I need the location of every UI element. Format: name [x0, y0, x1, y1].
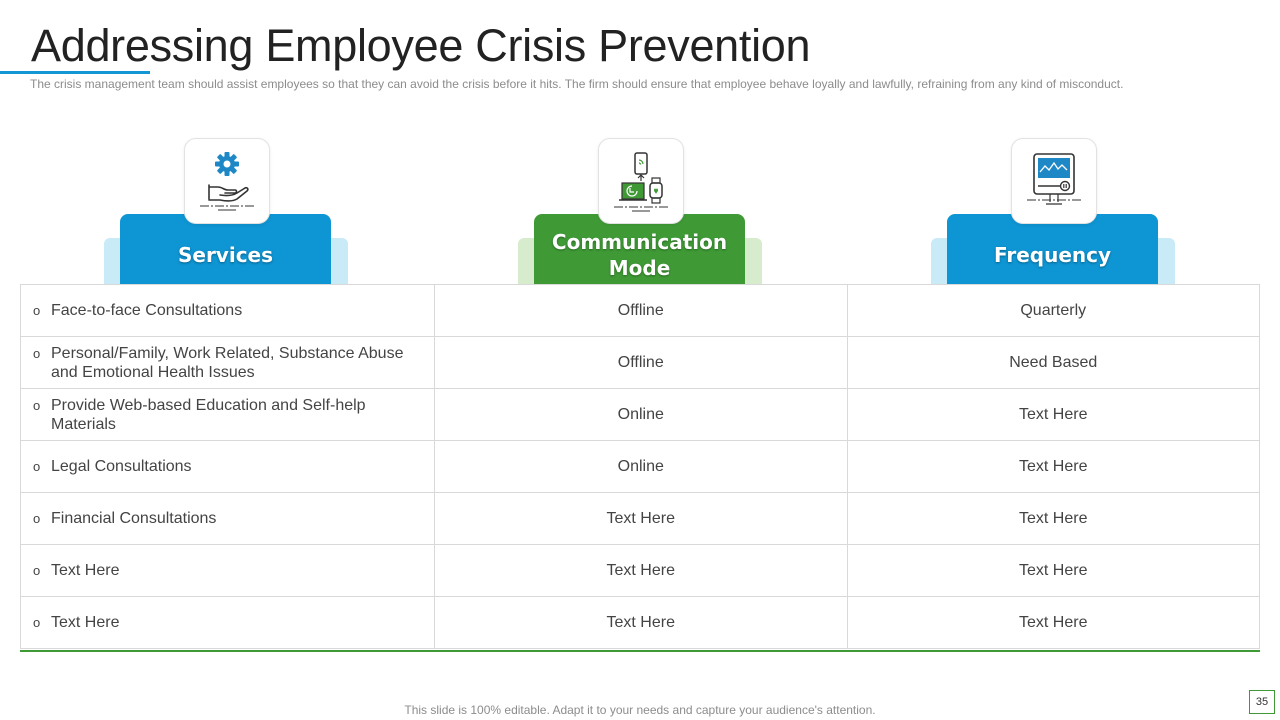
table-row	[21, 441, 1260, 493]
table-row	[21, 493, 1260, 545]
table-body	[21, 285, 1260, 649]
bullet-icon: o	[33, 459, 41, 474]
page-number: 35	[1249, 690, 1275, 714]
bullet-icon: o	[33, 615, 41, 630]
footer-note: This slide is 100% editable. Adapt it to your needs and capture your audience's attention.	[404, 703, 876, 717]
bullet-icon: o	[33, 563, 41, 578]
frequency-cell: Need Based	[847, 337, 1260, 389]
slide-subtitle: The crisis management team should assist employees so that they can avoid the crisis before it hits. The firm should ensure that employee behave loyally and lawfully, refraining from any kind of misconduct.	[30, 77, 1124, 91]
table-row	[21, 597, 1260, 649]
slide-title: Addressing Employee Crisis Prevention	[31, 20, 811, 71]
service-text: Text Here	[51, 614, 120, 631]
title-accent-line	[0, 71, 150, 74]
icon-tile	[1011, 138, 1097, 224]
frequency-cell: Text Here	[847, 493, 1260, 545]
service-text: Text Here	[51, 562, 120, 579]
service-text: Personal/Family, Work Related, Substance Abuse and Emotional Health Issues	[51, 344, 404, 381]
icon-tile	[184, 138, 270, 224]
column-header-communication-mode	[518, 138, 762, 284]
column-header-frequency	[931, 138, 1175, 284]
frequency-cell: Text Here	[847, 545, 1260, 597]
frequency-cell: Text Here	[847, 389, 1260, 441]
communication-mode-cell: Online	[435, 389, 848, 441]
communication-mode-cell: Offline	[435, 285, 848, 337]
service-item	[21, 301, 434, 320]
service-cell	[21, 545, 435, 597]
frequency-cell: Quarterly	[847, 285, 1260, 337]
table-row	[21, 389, 1260, 441]
communication-mode-cell: Online	[435, 441, 848, 493]
header-label: Services	[177, 243, 274, 267]
communication-mode-cell: Text Here	[435, 493, 848, 545]
table-row	[21, 337, 1260, 389]
service-item	[21, 561, 434, 580]
bullet-icon: o	[33, 303, 41, 318]
service-cell	[21, 389, 435, 441]
service-cell	[21, 597, 435, 649]
service-item	[21, 396, 434, 434]
service-text: Provide Web-based Education and Self-help Materials	[51, 396, 366, 433]
communication-mode-cell: Text Here	[435, 597, 848, 649]
communication-mode-cell: Text Here	[435, 545, 848, 597]
service-cell	[21, 285, 435, 337]
service-item	[21, 509, 434, 528]
service-cell	[21, 337, 435, 389]
header-label: Communication Mode	[551, 230, 728, 280]
bullet-icon: o	[33, 397, 41, 413]
bullet-icon: o	[33, 511, 41, 526]
service-text: Financial Consultations	[51, 510, 217, 527]
frequency-cell: Text Here	[847, 597, 1260, 649]
service-text: Legal Consultations	[51, 458, 192, 475]
service-item	[21, 344, 434, 382]
bullet-icon: o	[33, 345, 41, 361]
table-row	[21, 285, 1260, 337]
table-bottom-line	[20, 650, 1260, 652]
service-item	[21, 457, 434, 476]
services-table	[20, 284, 1260, 649]
devices-icon	[610, 150, 672, 212]
communication-mode-cell: Offline	[435, 337, 848, 389]
column-header-services	[104, 138, 348, 284]
header-label: Frequency	[993, 243, 1112, 267]
service-item	[21, 613, 434, 632]
service-cell	[21, 441, 435, 493]
frequency-cell: Text Here	[847, 441, 1260, 493]
icon-tile	[598, 138, 684, 224]
monitor-icon	[1023, 150, 1085, 212]
service-text: Face-to-face Consultations	[51, 302, 243, 319]
hand-gear-icon	[196, 150, 258, 212]
service-cell	[21, 493, 435, 545]
table-row	[21, 545, 1260, 597]
